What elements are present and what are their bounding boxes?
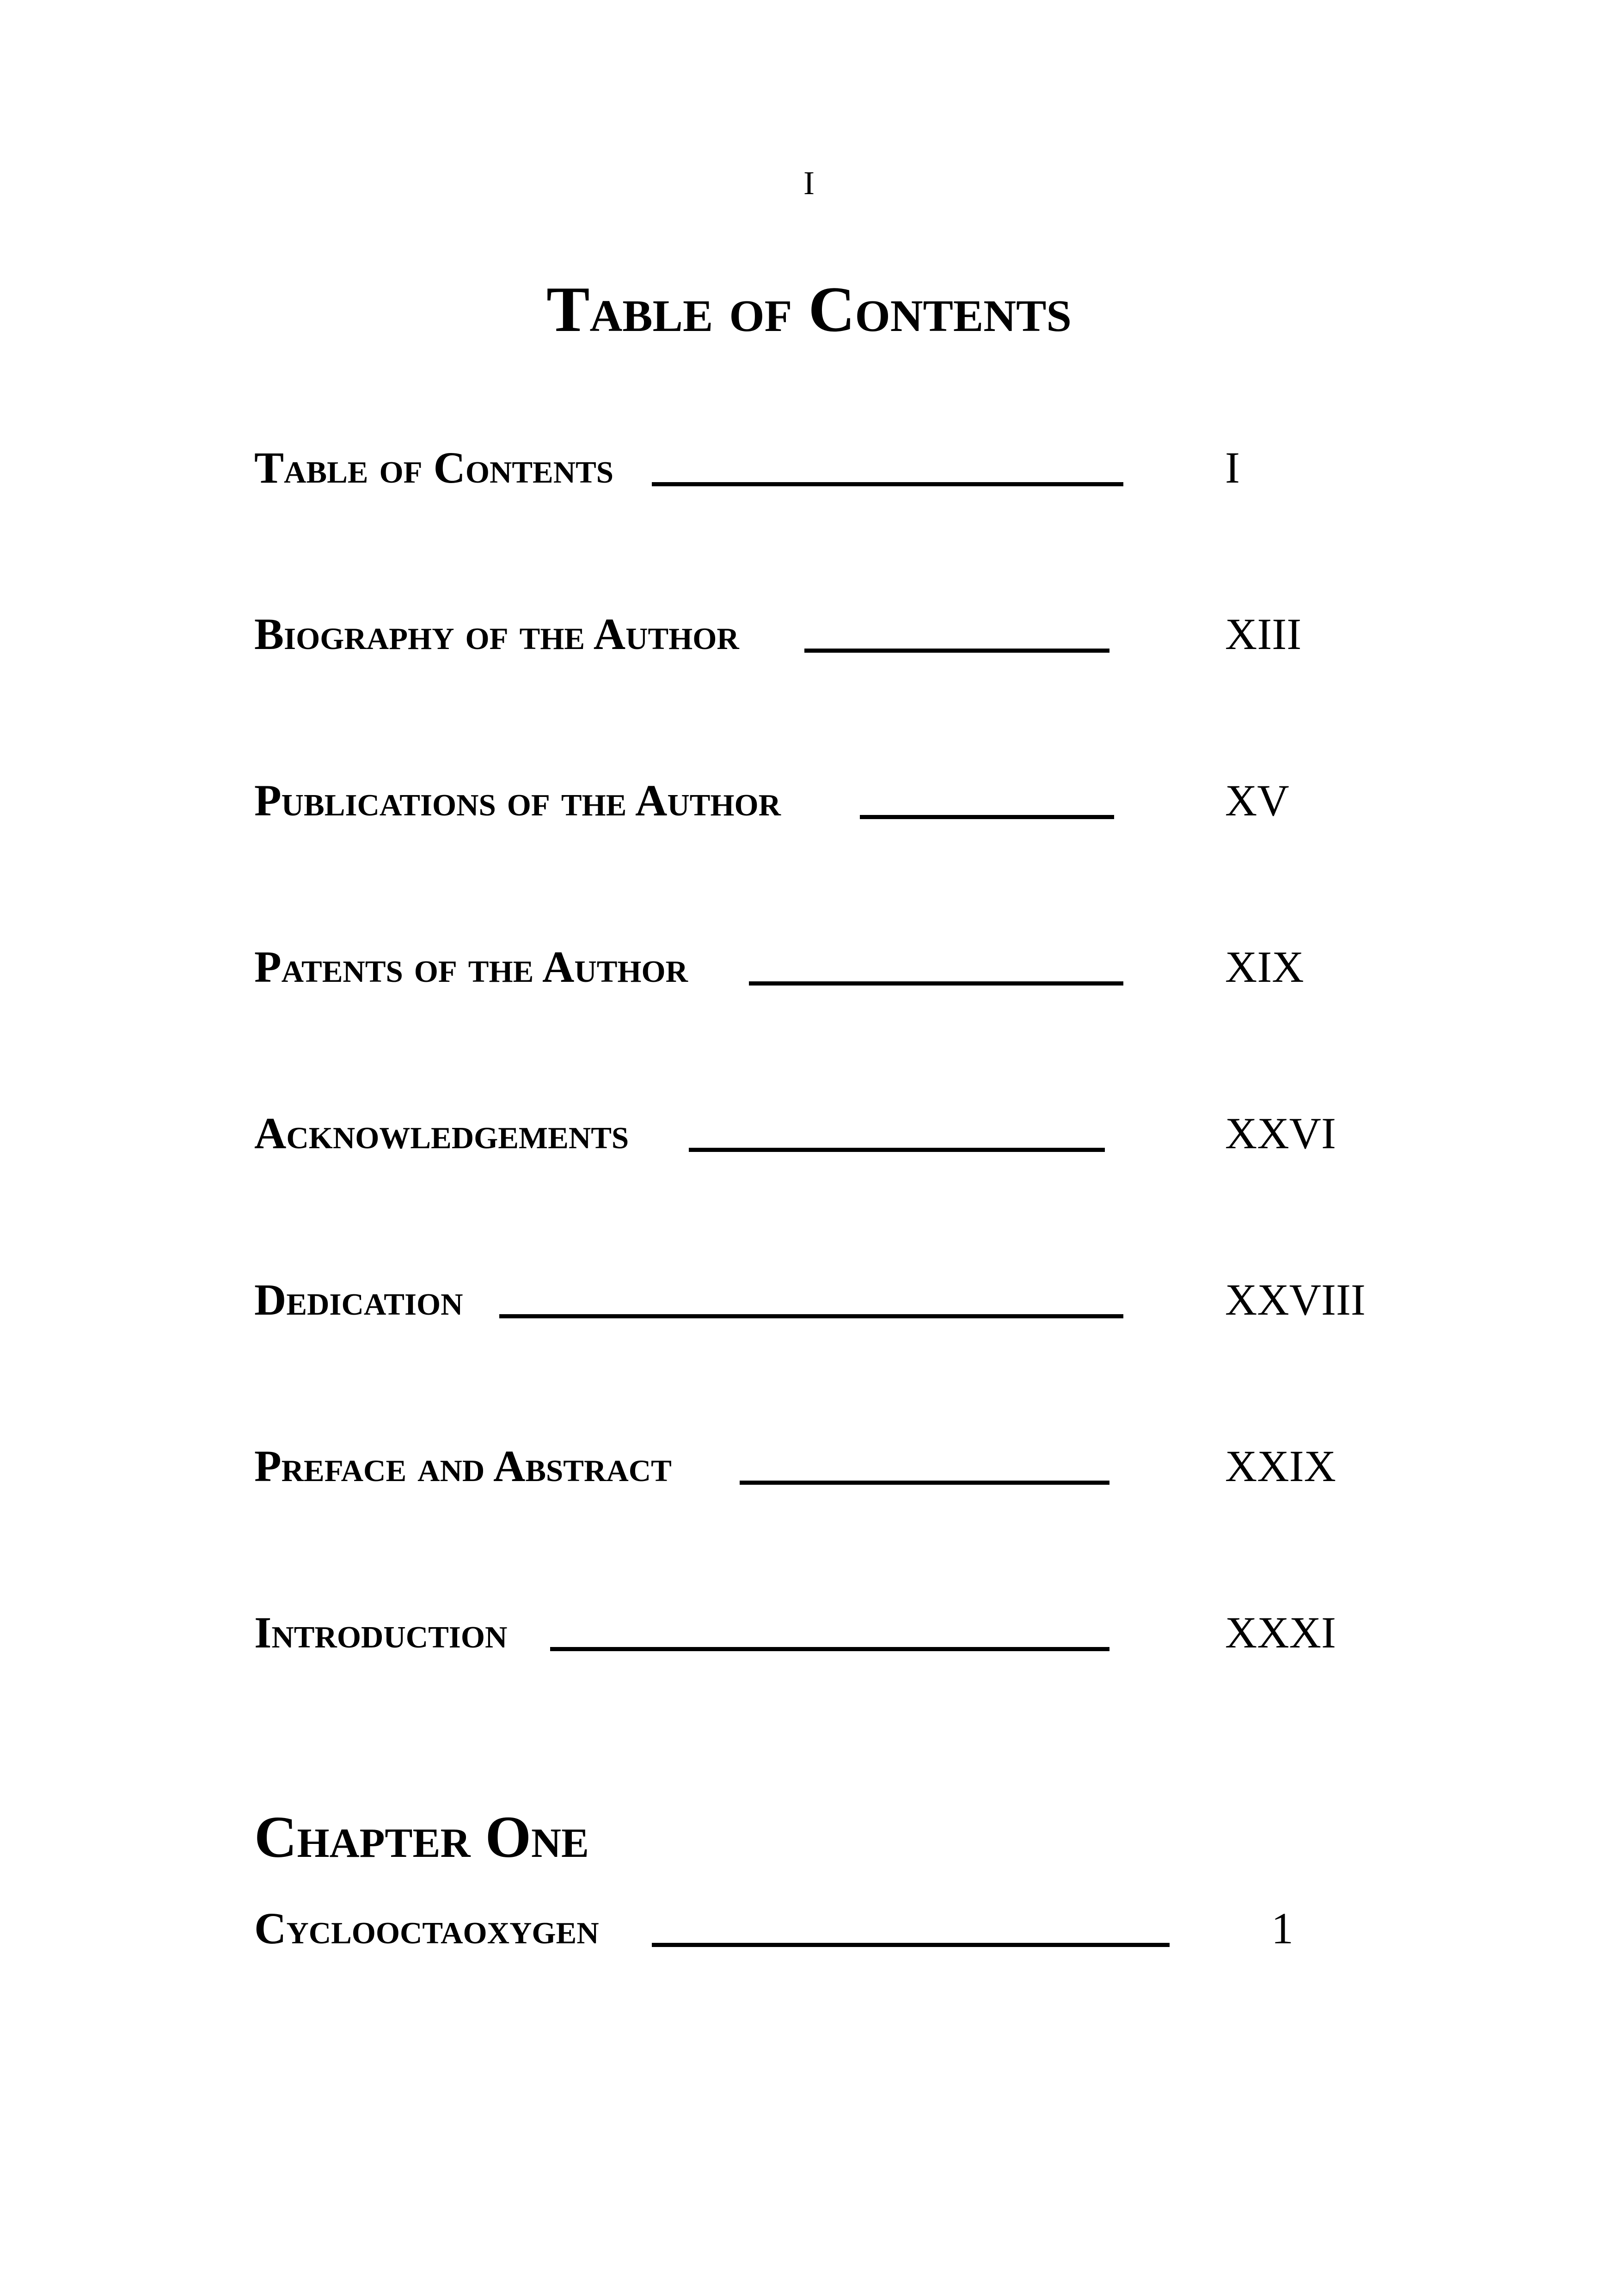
toc-leader-line <box>652 1943 1170 1947</box>
toc-entry-page: XXVI <box>1225 1108 1336 1158</box>
toc-entry[interactable] <box>254 1599 1336 1657</box>
toc-leader-line <box>860 815 1114 819</box>
toc-leader-line <box>550 1647 1109 1651</box>
toc-entry[interactable] <box>254 767 1318 823</box>
toc-entry-page: XXIX <box>1225 1441 1336 1491</box>
toc-entry-label: Publications of the Author <box>254 776 781 825</box>
toc-entry[interactable] <box>254 1433 1336 1491</box>
toc-entry-label: Biography of the Author <box>254 609 739 659</box>
toc-leader-line <box>689 1148 1105 1152</box>
toc-leader-line <box>749 981 1123 986</box>
toc-entry-page: XXXI <box>1225 1608 1336 1657</box>
toc-entry-page: XXVIII <box>1225 1275 1366 1324</box>
toc-entry-page: 1 <box>1271 1904 1293 1953</box>
toc-entry-page: XIII <box>1225 609 1302 659</box>
toc-entry-page: XV <box>1225 776 1289 825</box>
toc-entry-label: Dedication <box>254 1275 463 1324</box>
toc-entry[interactable] <box>254 601 1318 659</box>
toc-entry-label: Preface and Abstract <box>254 1441 672 1491</box>
toc-entry[interactable] <box>254 934 1318 992</box>
chapter-heading: Chapter One <box>254 1804 589 1870</box>
toc-leader-line <box>652 482 1123 486</box>
toc-entry-label: Cyclooctaoxygen <box>254 1904 599 1953</box>
toc-entry-label: Introduction <box>254 1608 508 1657</box>
toc-entry[interactable] <box>254 435 1285 490</box>
toc-entry[interactable] <box>254 1100 1336 1158</box>
page-title: Table of Contents <box>546 274 1072 345</box>
toc-entry-page: XIX <box>1225 942 1304 992</box>
toc-leader-line <box>499 1314 1123 1318</box>
toc-entry-label: Acknowledgements <box>254 1108 629 1158</box>
toc-leader-line <box>804 649 1109 653</box>
toc-leader-line <box>740 1481 1109 1485</box>
toc-entry-label: Patents of the Author <box>254 942 688 992</box>
toc-entry[interactable] <box>254 1267 1364 1322</box>
toc-entry-page: I <box>1225 443 1240 492</box>
page-number: I <box>803 165 815 202</box>
toc-entry[interactable] <box>254 1895 1318 1951</box>
toc-entry-label: Table of Contents <box>254 443 614 492</box>
